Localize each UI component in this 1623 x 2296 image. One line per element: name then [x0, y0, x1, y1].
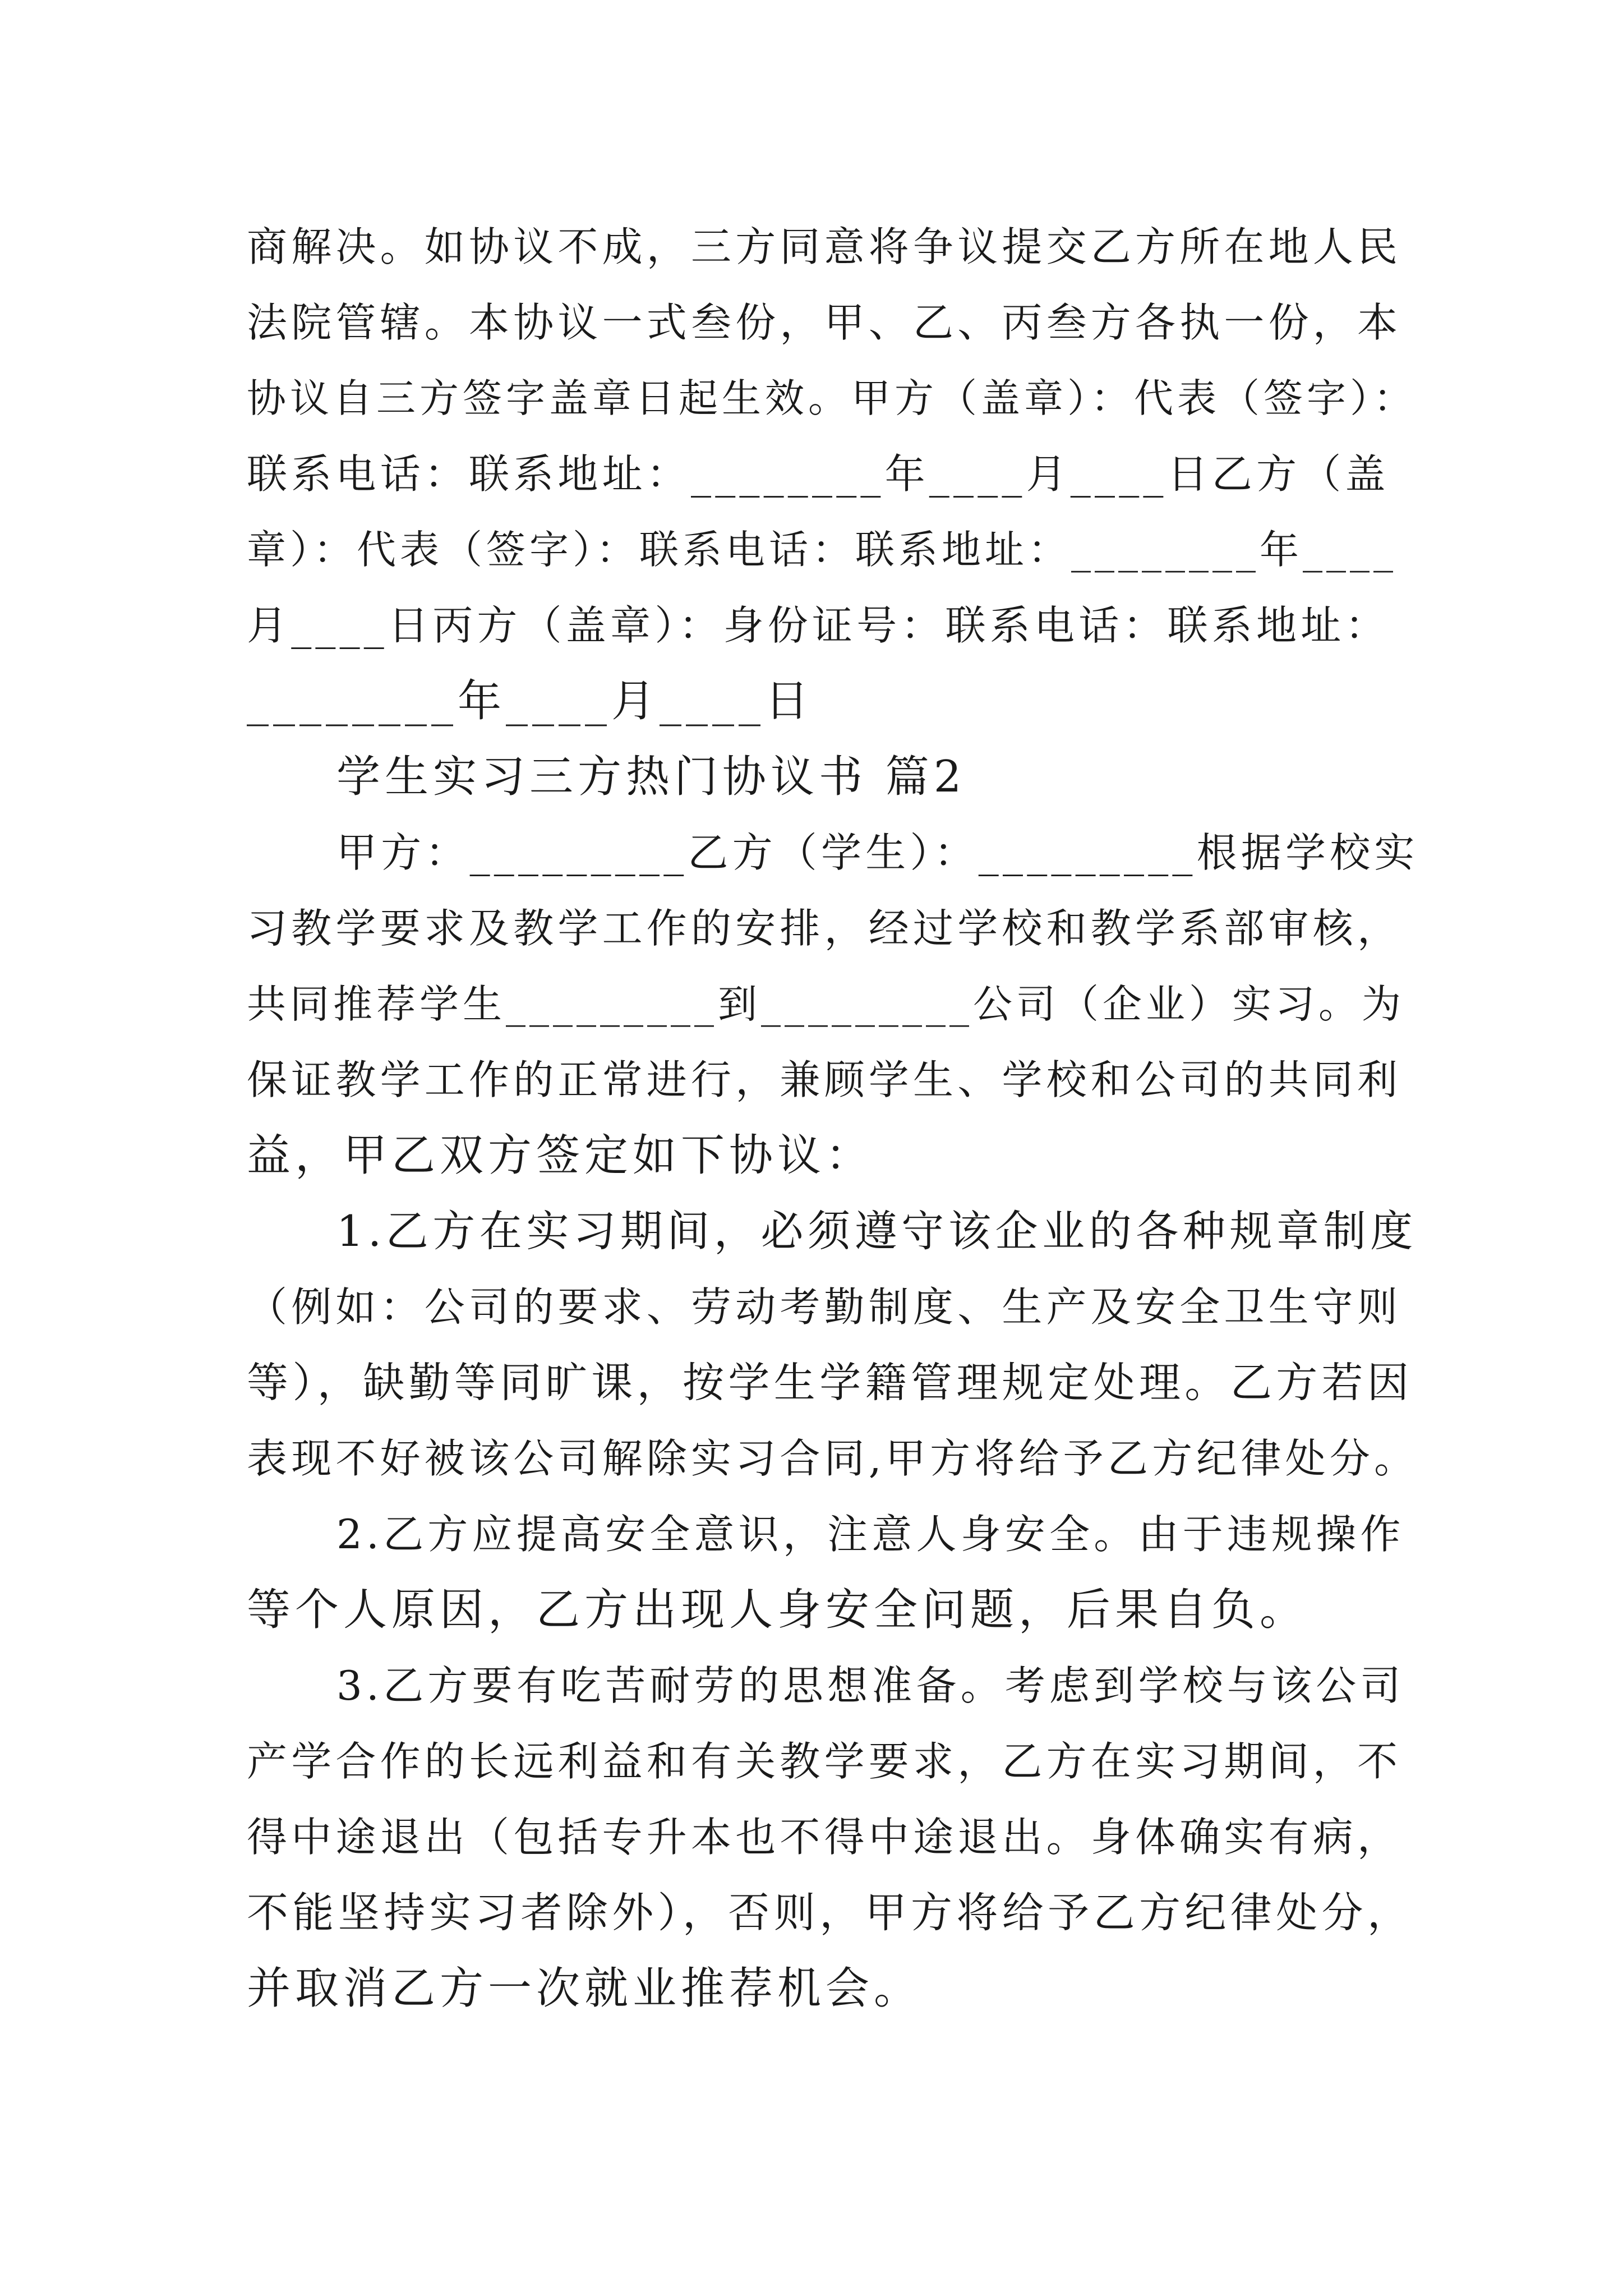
text-line: 并取消乙方一次就业推荐机会。: [247, 1963, 923, 2014]
text-line: ________年____月____日: [247, 676, 814, 726]
section-heading: 学生实习三方热门协议书 篇2: [336, 752, 966, 802]
text-line: 1.乙方在实习期间，必须遵守该企业的各种规章制度: [336, 1206, 1417, 1256]
text-line: （例如：公司的要求、劳动考勤制度、生产及安全卫生守则: [247, 1283, 1402, 1331]
text-line: 等），缺勤等同旷课，按学生学籍管理规定处理。乙方若因: [247, 1359, 1413, 1407]
text-line: 商解决。如协议不成，三方同意将争议提交乙方所在地人民: [247, 223, 1402, 270]
text-line: 2.乙方应提高安全意识，注意人身安全。由于违规操作: [336, 1511, 1405, 1558]
text-line: 甲方：_________乙方（学生）：_________根据学校实: [336, 829, 1419, 876]
text-line: 保证教学工作的正常进行，兼顾学生、学校和公司的共同利: [247, 1056, 1402, 1103]
text-line: 章）：代表（签字）：联系电话：联系地址：________年____: [247, 527, 1397, 573]
text-line: 不能坚持实习者除外），否则，甲方将给予乙方纪律处分，: [247, 1889, 1413, 1937]
text-line: 3.乙方要有吃苦耐劳的思想准备。考虑到学校与该公司: [336, 1662, 1405, 1709]
text-line: 法院管辖。本协议一式叁份，甲、乙、丙叁方各执一份，本: [247, 299, 1402, 346]
text-line: 月____日丙方（盖章）：身份证号：联系电话：联系地址：: [247, 602, 1390, 649]
text-line: 等个人原因，乙方出现人身安全问题，后果自负。: [247, 1585, 1308, 1635]
text-line: 共同推荐学生_________到_________公司（企业）实习。为: [247, 981, 1405, 1027]
text-line: 习教学要求及教学工作的安排，经过学校和教学系部审核，: [247, 905, 1402, 952]
text-line: 益，甲乙双方签定如下协议：: [247, 1130, 874, 1181]
text-line: 表现不好被该公司解除实习合同,甲方将给予乙方纪律处分。: [247, 1435, 1419, 1482]
text-line: 协议自三方签字盖章日起生效。甲方（盖章）：代表（签字）：: [247, 375, 1417, 421]
text-line: 联系电话：联系地址：________年____月____日乙方（盖: [247, 450, 1390, 498]
text-line: 得中途退出（包括专升本也不得中途退出。身体确实有病，: [247, 1814, 1402, 1861]
text-line: 产学合作的长远利益和有关教学要求，乙方在实习期间，不: [247, 1738, 1402, 1785]
